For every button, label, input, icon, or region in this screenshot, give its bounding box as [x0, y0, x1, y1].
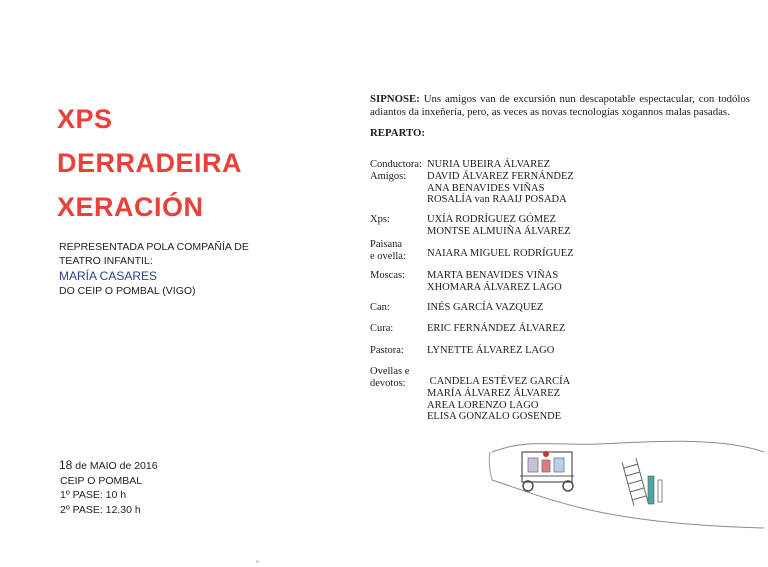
- performance-pass-1: 1º PASE: 10 h: [60, 489, 127, 501]
- company-name: MARÍA CASARES: [59, 269, 158, 283]
- performance-block: [59, 458, 158, 517]
- cast-role: [370, 239, 406, 262]
- role-line: Cura:: [370, 323, 394, 334]
- cast-role: [370, 323, 393, 335]
- title-line-3: XERACIÓN: [57, 192, 204, 222]
- actor-name: CANDELA ESTÉVEZ GARCÍA: [427, 376, 571, 387]
- cast-role: [370, 345, 404, 357]
- company-line-1: REPRESENTADA POLA COMPAÑÍA DE: [59, 241, 249, 253]
- actor-name: XHOMARA ÁLVAREZ LAGO: [427, 281, 562, 293]
- actor-name: ROSALÍA van RAAIJ POSADA: [427, 194, 567, 206]
- synopsis-text: Uns amigos van de excursión nun descapotable espectacular, con todólos adiantos da inxeñería, pero, as veces as novas tecnologías xogannos malas pasadas.: [370, 93, 750, 118]
- actor-name: LYNETTE ÁLVAREZ LAGO: [427, 345, 555, 356]
- cast-actors: [427, 302, 543, 314]
- cast-role: [370, 214, 390, 226]
- cast-role: [370, 159, 422, 182]
- role-line: devotos:: [370, 377, 406, 389]
- actor-name: MARTA BENAVIDES VIÑAS: [427, 270, 559, 281]
- actor-name: NAIARA MIGUEL RODRÍGUEZ: [427, 248, 574, 259]
- actor-name: NURIA UBEIRA ÁLVAREZ: [427, 159, 551, 170]
- actor-name: AREA LORENZO LAGO: [427, 399, 539, 411]
- synopsis-label: SIPNOSE:: [370, 93, 420, 105]
- cast-actors: [427, 376, 570, 423]
- cast-actors: [427, 159, 574, 206]
- role-line: e ovella:: [370, 250, 406, 262]
- actor-name: DAVID ÁLVAREZ FERNÁNDEZ: [427, 170, 574, 182]
- performance-venue: CEIP O POMBAL: [60, 474, 143, 487]
- title-line-1: XPS: [57, 104, 113, 134]
- role-line: Conductora:: [370, 159, 422, 170]
- cast-actors: [427, 248, 574, 260]
- child-drawing-illustration: [488, 432, 768, 532]
- role-line: Ovellas e: [370, 366, 410, 377]
- actor-name: ANA BENAVIDES VIÑAS: [427, 182, 545, 194]
- cast-role: [370, 302, 390, 314]
- cast-heading: REPARTO:: [370, 127, 426, 139]
- role-line: Amigos:: [370, 170, 407, 182]
- road-top-line: [492, 441, 764, 452]
- car-drawing: [520, 451, 574, 491]
- role-line: Xps:: [370, 214, 390, 225]
- actor-name: ERIC FERNÁNDEZ ÁLVAREZ: [427, 323, 566, 334]
- role-line: Moscas:: [370, 270, 405, 281]
- synopsis-block: [370, 93, 750, 140]
- role-line: Paisana: [370, 239, 403, 250]
- company-line-2: TEATRO INFANTIL:: [59, 255, 153, 267]
- company-block: [59, 240, 249, 298]
- cast-actors: [427, 345, 554, 357]
- role-line: Can:: [370, 302, 390, 313]
- company-line-3: DO CEIP O POMBAL (VIGO): [59, 285, 196, 297]
- date-rest: de MAIO de 2016: [72, 460, 158, 472]
- role-line: Pastora:: [370, 345, 404, 356]
- synopsis: [370, 93, 750, 119]
- ladder-drawing: [622, 458, 662, 506]
- actor-name: MARÍA ÁLVAREZ ÁLVAREZ: [427, 387, 561, 399]
- actor-name: ELISA GONZALO GOSENDE: [427, 411, 562, 423]
- cast-role: [370, 366, 409, 389]
- performance-date: [59, 458, 158, 474]
- actor-name: INÉS GARCÍA VAZQUEZ: [427, 302, 544, 313]
- date-day: 18: [59, 458, 73, 472]
- decorative-dot: [256, 560, 259, 563]
- actor-name: UXÍA RODRÍGUEZ GÓMEZ: [427, 214, 556, 225]
- cast-actors: [427, 323, 565, 335]
- cast-actors: [427, 270, 562, 294]
- cast-actors: [427, 214, 571, 238]
- actor-name: MONTSE ALMUIÑA ÁLVAREZ: [427, 225, 571, 237]
- cast-role: [370, 270, 405, 282]
- title-line-2: DERRADEIRA: [57, 148, 243, 178]
- performance-pass-2: 2º PASE: 12.30 h: [60, 503, 141, 516]
